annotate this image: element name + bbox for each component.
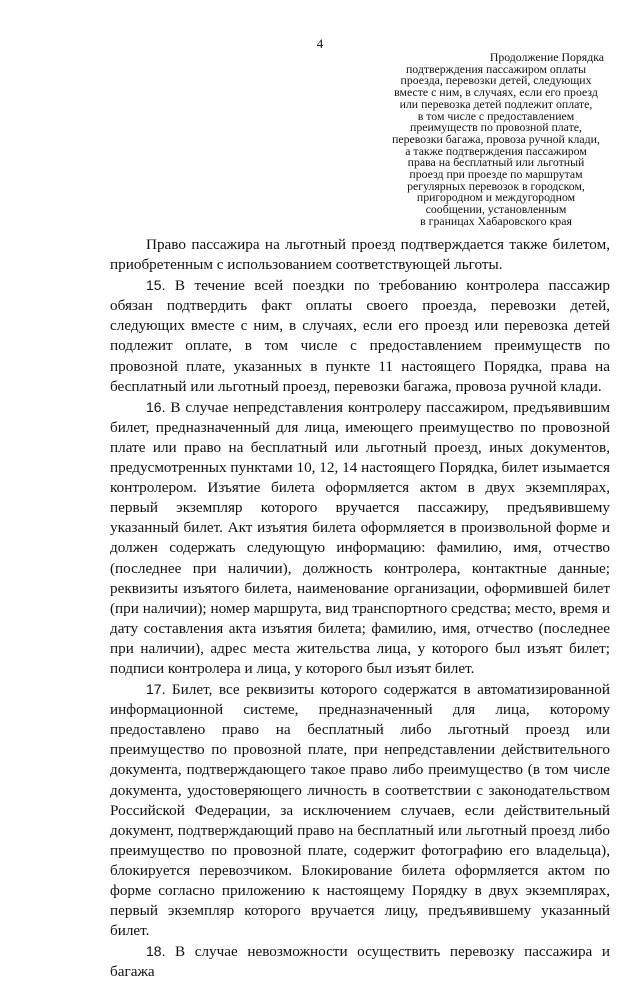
header-line: сообщении, установленным xyxy=(425,202,567,217)
header-line: Продолжение Порядка xyxy=(489,50,604,64)
header-line: регулярных перевозок в городском, xyxy=(407,178,585,193)
header-line: или перевозка детей подлежит оплате, xyxy=(399,96,593,111)
paragraph xyxy=(110,275,610,397)
header-line: проезд при проезде по маршрутам xyxy=(409,167,583,182)
header-line: а также подтверждения пассажиром xyxy=(405,143,587,158)
header-line: в границах Хабаровского края xyxy=(420,213,572,228)
header-line: пригородном и междугородном xyxy=(416,190,576,205)
paragraph-text: В течение всей поездки по требованию контролера пассажир обязан подтвердить факт оплаты своего проезда, перевозки детей, следующих вместе с ним, в случаях, если его проезд или перевозка детей подлежит оплате, в том числе с предоставлением преимуществ по провозной плате, указанных в пункте 11 настоящего Порядка, права на бесплатный или льготный проезд, перевозки багажа, провоза ручной клади. xyxy=(110,277,610,395)
header-line: преимуществ по провозной плате, xyxy=(410,120,582,135)
header-line: проезда, перевозки детей, следующих xyxy=(400,73,592,88)
header-line: вместе с ним, в случаях, если его проезд xyxy=(394,85,598,100)
paragraph-text: Билет, все реквизиты которого содержатся в автоматизированной информационной системе, предназначенный для лица, которому предоставлено право на бесплатный либо льготный проезд или преимущество по провозной плате, при непредставлении действительного документа, подтверждающего такое право либо преимущество (в том числе документа, удостоверяющего личность в соответствии с законодательством Российской Федерации, за исключением случаев, если действительный документ, подтверждающий право на бесплатный или льготный проезд либо преимущество по провозной плате, содержит фотографию его владельца), блокируется перевозчиком. Блокирование билета оформляется актом по форме согласно приложению к настоящему Порядку в двух экземплярах, первый экземпляр которого вручается лицу, предъявившему указанный билет. xyxy=(110,681,610,940)
paragraph-text: В случае невозможности осуществить перевозку пассажира и багажа xyxy=(110,943,610,981)
paragraph xyxy=(110,941,610,982)
paragraph-number: 18. xyxy=(146,943,166,960)
paragraph xyxy=(110,235,610,275)
document-body xyxy=(110,235,610,982)
header-line: права на бесплатный или льготный xyxy=(407,155,585,170)
paragraph-number: 16. xyxy=(146,398,166,415)
paragraph-number: 17. xyxy=(146,681,166,698)
document-header xyxy=(370,52,622,228)
header-line: перевозки багажа, провоза ручной клади, xyxy=(392,131,600,146)
paragraph-number: 15. xyxy=(146,277,166,294)
header-line: в том числе с предоставлением xyxy=(417,108,575,123)
paragraph-text: В случае непредставления контролеру пассажиром, предъявившим билет, предназначенный для лица, имеющего преимущество по провозной плате или право на бесплатный или льготный проезд, иных документов, предусмотренных пунктами 10, 12, 14 настоящего Порядка, билет изымается контролером. Изъятие билета оформляется актом в двух экземплярах, первый экземпляр которого вручается пассажиру, предъявившему указанный билет. Акт изъятия билета оформляется в произвольной форме и должен содержать следующую информацию: фамилию, имя, отчество (последнее при наличии), должность контролера, контактные данные; реквизиты изъятого билета, наименование организации, оформившей билет (при наличии); номер маршрута, вид транспортного средства; место, время и дату составления акта изъятия билета; фамилию, имя, отчество (последнее при наличии), адрес места жительства лица, у которого был изъят билет; подписи контролера и лица, у которого был изъят билет. xyxy=(110,398,610,677)
paragraph xyxy=(110,679,610,941)
header-line: подтверждения пассажиром оплаты xyxy=(405,61,587,76)
page-number: 4 xyxy=(316,36,324,51)
paragraph-text: Право пассажира на льготный проезд подтверждается также билетом, приобретенным с использованием соответствующей льготы. xyxy=(110,236,610,274)
paragraph xyxy=(110,397,610,679)
